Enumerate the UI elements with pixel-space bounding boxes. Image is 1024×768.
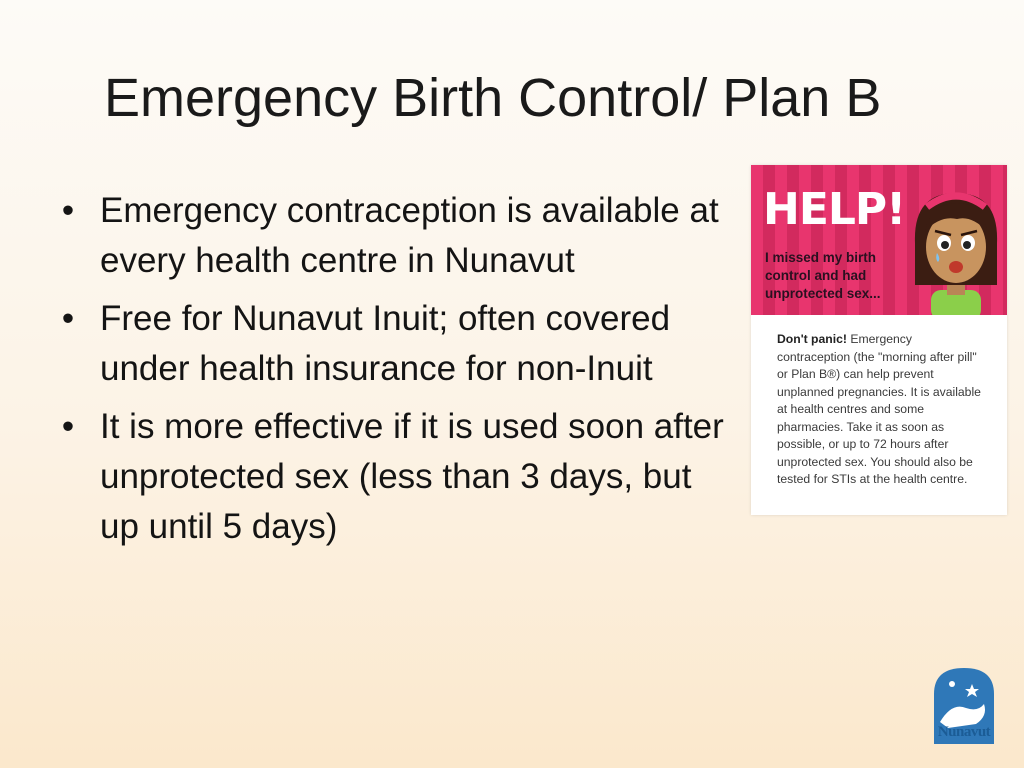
slide-title: Emergency Birth Control/ Plan B [104, 68, 882, 128]
bullet-text: Emergency contraception is available at every health centre in Nunavut [100, 191, 719, 280]
poster-headline: HELP! [763, 184, 906, 235]
poster-banner [751, 165, 1007, 315]
bullet-marker: • [61, 191, 75, 230]
bullet-list [58, 186, 738, 560]
bullet-item [58, 294, 738, 394]
logo-wordmark: Nunavut [937, 724, 991, 740]
bullet-marker: • [61, 407, 75, 446]
plan-b-poster [751, 165, 1007, 515]
worried-girl-illustration [901, 185, 1001, 315]
bullet-item [58, 186, 738, 286]
bullet-text: It is more effective if it is used soon after unprotected sex (less than 3 days, but up until 5 days) [100, 407, 724, 546]
poster-body-text: Emergency contraception (the "morning after pill" or Plan B®) can help prevent unplanned pregnancies. It is available at health centres and some pharmacies. Take it as soon as possible, or up to 72 hours after unprotected sex. You should also be tested for STIs at the health centre. [777, 332, 981, 486]
poster-subhead: I missed my birth control and had unprotected sex... [765, 250, 881, 301]
poster-lead: Don't panic! [777, 332, 847, 346]
bullet-text: Free for Nunavut Inuit; often covered under health insurance for non-Inuit [100, 299, 671, 388]
bullet-marker: • [61, 299, 75, 338]
poster-body [777, 331, 987, 489]
bullet-item [58, 402, 738, 552]
